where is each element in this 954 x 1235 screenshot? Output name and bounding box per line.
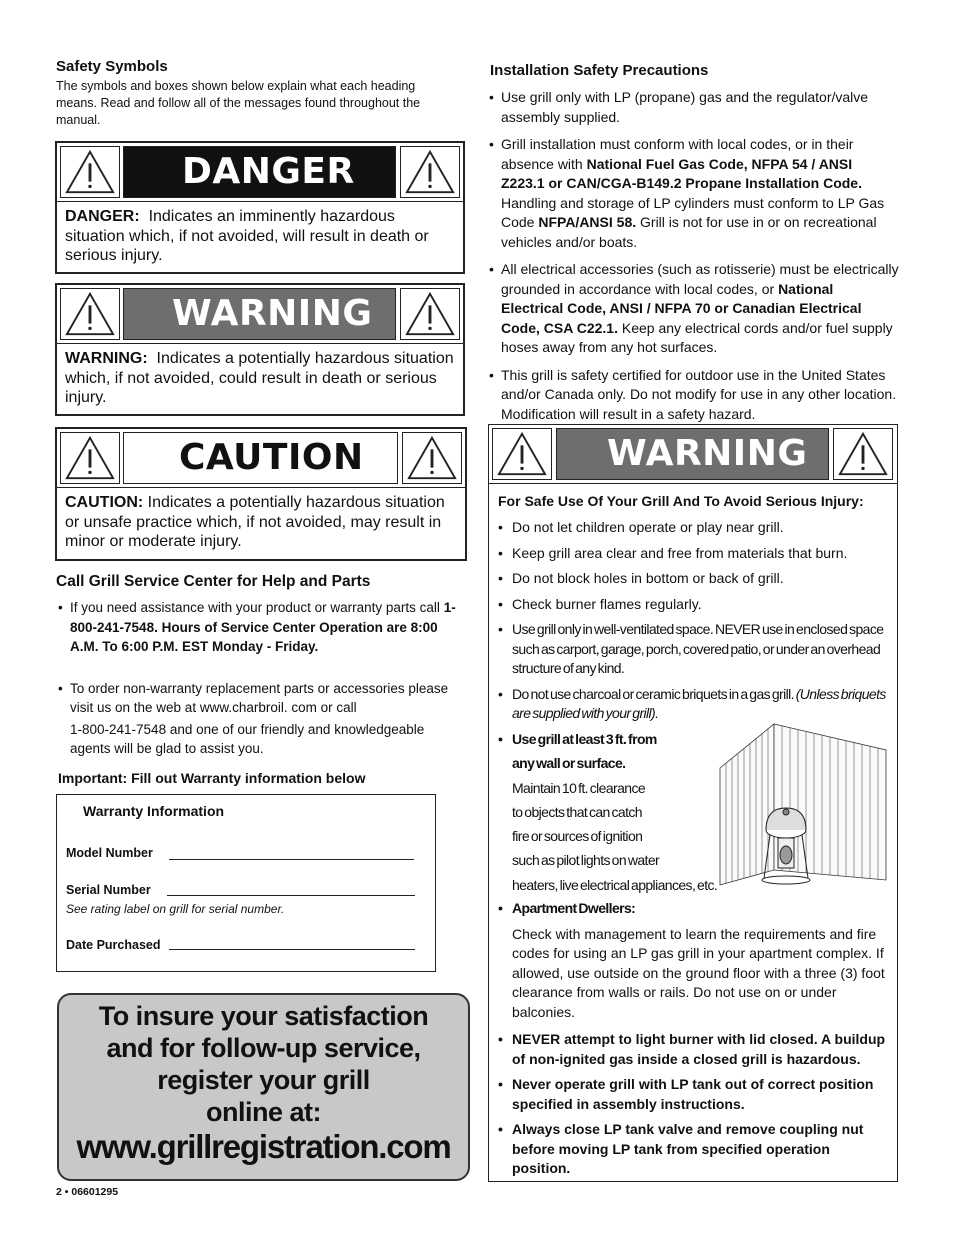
registration-line4: online at: [206,1097,321,1127]
warning-item-tank-position: Never operate grill with LP tank out of correct position specified in assembly instructions. [512,1076,874,1112]
list-item [498,569,893,589]
caution-box [55,427,467,561]
danger-text: Indicates an imminently hazardous situation which, if not avoided, will result in death or serious injury. [65,208,429,264]
service-bullet2-continued: 1-800-241-7548 and one of our friendly and knowledgeable agents will be glad to assist you. [70,721,425,756]
warning-panel-list [498,518,893,730]
clearance-line-2: to objects that can catch [512,803,642,820]
danger-header [57,143,463,202]
model-number-field[interactable] [169,859,414,860]
danger-label: DANGER: [65,208,140,225]
warranty-form [56,794,436,972]
installation-item-2b: National Fuel Gas Code, NFPA 54 / ANSI Z223.1 or CAN/CGA-B149.2 Propane Installation Code. [501,155,862,191]
warranty-important-note: Important: Fill out Warranty information below [58,770,366,786]
clearance-heading: • Use grill at least 3 ft. from [498,731,657,747]
warning-triangle-icon [833,428,893,480]
apartment-section [498,899,890,1185]
clearance-line-4: such as pilot lights on water [512,852,660,869]
registration-url[interactable]: www.grillregistration.com [76,1128,451,1165]
list-item [498,620,893,679]
list-item [489,366,899,425]
warning-header [57,285,463,344]
warning-item-close-valve: Always close LP tank valve and remove coupling nut before moving LP tank from specified operation position. [512,1121,864,1176]
caution-label: CAUTION: [65,494,144,511]
list-item [498,595,893,615]
list-item [498,685,893,724]
warning-item-charcoal: Do not use charcoal or ceramic briquets in a gas grill. [512,685,796,702]
model-number-label: Model Number [66,846,153,860]
serial-number-label: Serial Number [66,883,151,897]
danger-box [55,141,465,274]
warning-item-clear-area: Keep grill area clear and free from materials that burn. [512,544,848,561]
installation-title: Installation Safety Precautions [490,62,709,79]
serial-number-field[interactable] [167,895,415,896]
grill-clearance-illustration [718,720,888,890]
warning-triangle-icon [492,428,552,480]
warranty-title: Warranty Information [83,803,225,819]
warning-box [55,283,465,416]
apartment-text: Check with management to learn the requirements and fire codes for using an LP gas grill in your apartment complex. If allowed, use outside on the ground floor with a three (3) foot clearance from walls or rails. Do not use on or under balconies. [512,925,885,1020]
warning-panel-intro: For Safe Use Of Your Grill And To Avoid Serious Injury: [498,493,864,509]
list-item [498,1075,890,1114]
warning-item-ventilated: Use grill only in well-ventilated space. NEVER use in enclosed space such as carport, garage, porch, covered patio, or under an overhead structure of any kind. [512,621,884,676]
caution-description [65,493,459,552]
caution-header-label: CAUTION [123,432,398,484]
list-item [489,260,899,358]
page-footer: 2 • 06601295 [56,1186,119,1198]
clearance-section [498,727,728,897]
list-item [489,135,899,252]
warning-triangle-icon [60,146,120,198]
service-bullet1-text: If you need assistance with your product or warranty parts call [70,600,444,615]
caution-text: Indicates a potentially hazardous situation or unsafe practice which, if not avoided, may result in minor or moderate injury. [65,494,445,550]
clearance-line-5: heaters, live electrical appliances, etc. [512,876,718,893]
date-purchased-field[interactable] [169,949,415,950]
installation-item-3a: All electrical accessories (such as rotisserie) must be electrically grounded in accordance with local codes, or [501,261,899,297]
clearance-heading-2: any wall or surface. [512,755,626,772]
service-section [58,598,458,759]
installation-item-1: Use grill only with LP (propane) gas and the regulator/valve assembly supplied. [501,89,869,125]
installation-item-3c: Keep any electrical cords and/or fuel supply hoses away from any hot surfaces. [501,319,893,355]
installation-item-2d: NFPA/ANSI 58. [538,214,637,230]
registration-line2: and for follow-up service, [106,1033,421,1063]
danger-header-label: DANGER [123,146,396,198]
warning-triangle-icon [60,288,120,340]
apartment-title: Apartment Dwellers: [512,900,636,916]
warning-header-label: WARNING [123,288,396,340]
safety-symbols-intro: The symbols and boxes shown below explain what each heading means. Read and follow all of the messages found throughout the manual. [56,79,421,127]
apartment-heading: • Apartment Dwellers: [498,900,636,916]
danger-description [65,207,457,266]
registration-line3: register your grill [157,1065,370,1095]
warning-item-charcoal-note: (Unless briquets are supplied with your grill). [512,685,886,721]
warning-panel-header [489,425,897,484]
service-bullet2-text: To order non-warranty replacement parts or accessories please visit us on the web at www.charbroil. com or call [70,680,449,715]
list-item [498,1030,890,1069]
warning-triangle-icon [60,432,120,484]
warning-triangle-icon [400,146,460,198]
registration-banner [57,993,470,1181]
warning-description [65,349,457,408]
caution-header [57,429,465,488]
warning-panel-label: WARNING [556,428,829,480]
list-item [58,679,458,718]
date-purchased-label: Date Purchased [66,938,161,952]
service-title: Call Grill Service Center for Help and Parts [56,573,371,590]
installation-item-4: This grill is safety certified for outdoor use in the United States and/or Canada only. Do not modify for use in any other location. Modification will result in a safety hazard. [501,366,897,422]
list-item [498,518,893,538]
warning-item-flames: Check burner flames regularly. [512,595,702,612]
clearance-line-3: fire or sources of ignition [512,828,643,845]
warning-label: WARNING: [65,350,148,367]
installation-item-2c: Handling and storage of LP cylinders must conform to LP Gas Code [501,194,885,230]
warning-item-holes: Do not block holes in bottom or back of grill. [512,570,784,586]
list-item [58,598,458,657]
list-item [498,544,893,564]
warning-item-children: Do not let children operate or play near grill. [512,519,784,535]
list-item [489,88,899,127]
clearance-heading-1: Use grill at least 3 ft. from [512,731,657,747]
list-item [498,1120,890,1179]
installation-item-2e: Grill is not for use in or on recreational vehicles and/or boats. [501,214,877,250]
safety-symbols-title: Safety Symbols [56,58,168,75]
warning-text: Indicates a potentially hazardous situation which, if not avoided, could result in death or serious injury. [65,350,454,406]
service-phone-hours: 1-800-241-7548. Hours of Service Center Operation are 8:00 A.M. To 6:00 P.M. EST Monday - Friday. [70,600,456,654]
warning-triangle-icon [402,432,462,484]
clearance-line-1: Maintain 10 ft. clearance [512,779,646,796]
installation-item-3b: National Electrical Code, ANSI / NFPA 70 or Canadian Electrical Code, CSA C22.1. [501,280,862,336]
registration-line1: To insure your satisfaction [98,1001,429,1031]
serial-number-note: See rating label on grill for serial number. [66,902,285,916]
warning-triangle-icon [400,288,460,340]
installation-list [489,88,899,432]
installation-item-2a: Grill installation must conform with local codes, or in their absence with [501,136,854,172]
warning-item-lid: NEVER attempt to light burner with lid closed. A buildup of non-ignited gas inside a closed grill is hazardous. [512,1031,886,1067]
